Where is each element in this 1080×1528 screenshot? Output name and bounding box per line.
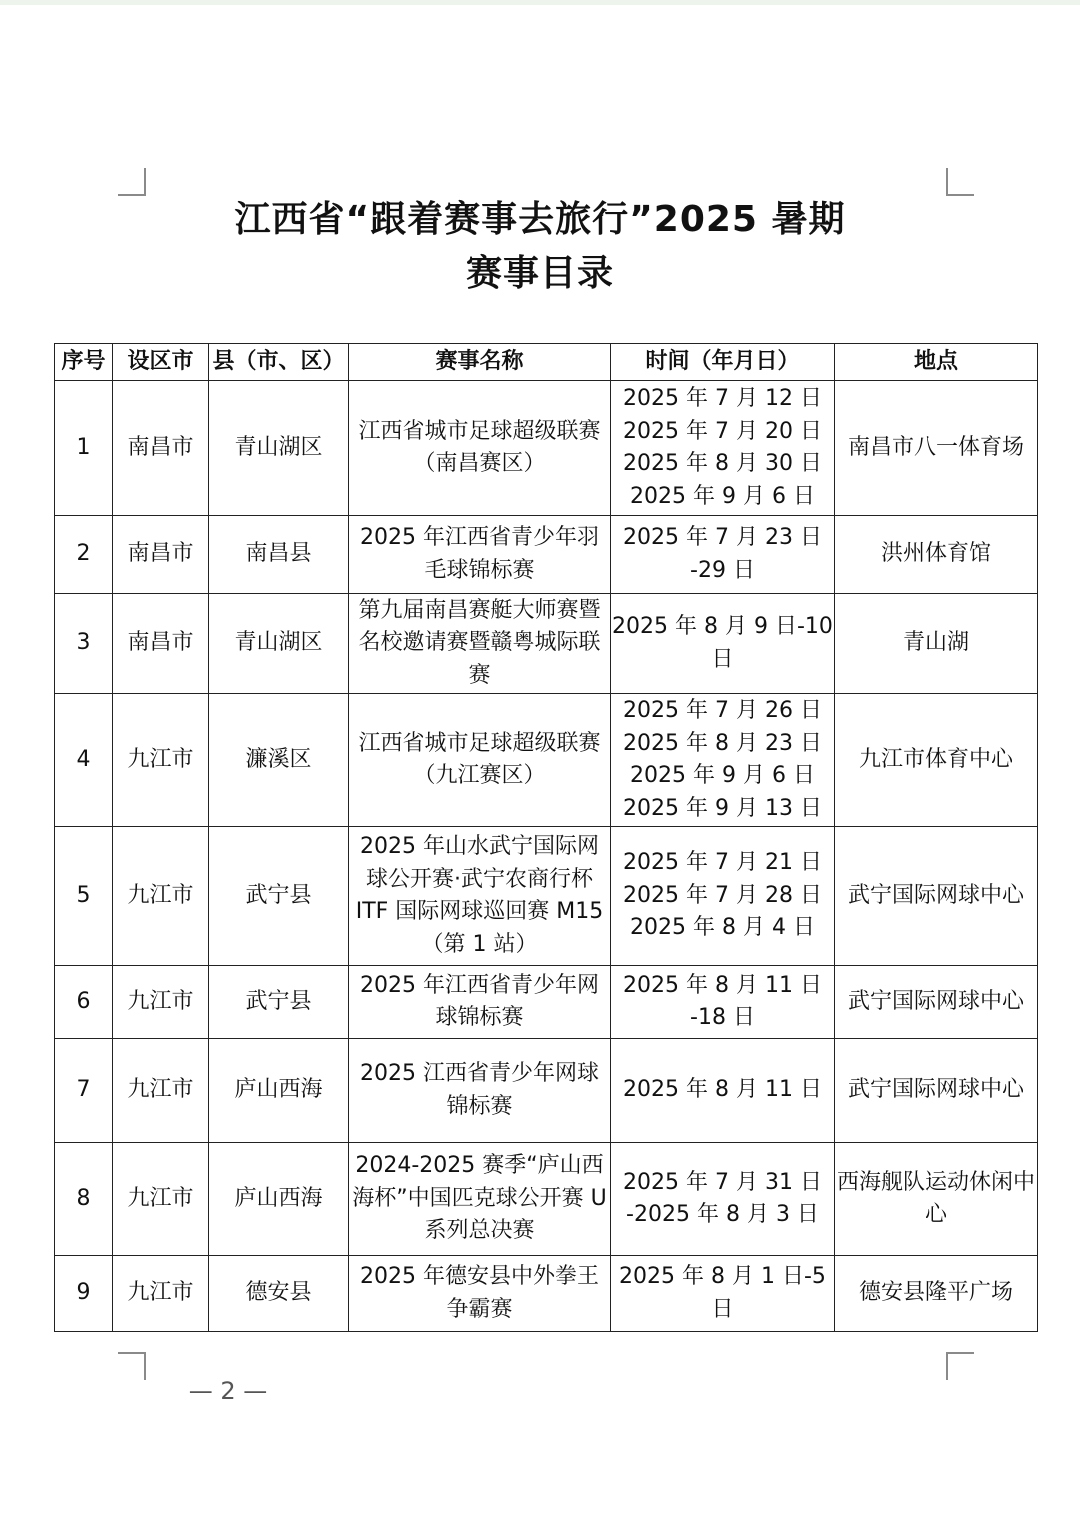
cell-place: 武宁国际网球中心 bbox=[835, 827, 1038, 966]
title-line-1: 江西省“跟着赛事去旅行”2025 暑期 bbox=[234, 199, 846, 240]
cell-event-name: 2025 年山水武宁国际网球公开赛·武宁农商行杯 ITF 国际网球巡回赛 M15（第 1 站） bbox=[349, 827, 611, 966]
cell-no: 7 bbox=[55, 1039, 113, 1143]
cell-county: 庐山西海 bbox=[209, 1143, 349, 1256]
cell-event-name: 2025 江西省青少年网球锦标赛 bbox=[349, 1039, 611, 1143]
cell-county: 武宁县 bbox=[209, 966, 349, 1039]
title-line-2: 赛事目录 bbox=[465, 253, 614, 294]
page-number: — 2 — bbox=[188, 1377, 268, 1405]
cell-city: 九江市 bbox=[113, 694, 209, 827]
cell-city: 九江市 bbox=[113, 827, 209, 966]
time-line: 2025 年 7 月 23 日 -29 日 bbox=[623, 525, 822, 583]
cell-county: 德安县 bbox=[209, 1256, 349, 1332]
cell-no: 8 bbox=[55, 1143, 113, 1256]
cell-place: 南昌市八一体育场 bbox=[835, 381, 1038, 516]
cell-city: 南昌市 bbox=[113, 381, 209, 516]
time-line: 2025 年 7 月 31 日 -2025 年 8 月 3 日 bbox=[623, 1169, 822, 1227]
cell-event-name: 江西省城市足球超级联赛（南昌赛区） bbox=[349, 381, 611, 516]
table-row bbox=[55, 516, 1038, 594]
cell-county: 青山湖区 bbox=[209, 594, 349, 694]
table-row bbox=[55, 966, 1038, 1039]
time-line: 2025 年 9 月 6 日 bbox=[630, 483, 815, 509]
cell-city: 九江市 bbox=[113, 1143, 209, 1256]
header-place: 地点 bbox=[835, 344, 1038, 381]
cell-event-name: 2024-2025 赛季“庐山西海杯”中国匹克球公开赛 U 系列总决赛 bbox=[349, 1143, 611, 1256]
cell-event-name: 第九届南昌赛艇大师赛暨名校邀请赛暨赣粤城际联赛 bbox=[349, 594, 611, 694]
header-city: 设区市 bbox=[113, 344, 209, 381]
cell-event-name: 2025 年江西省青少年网球锦标赛 bbox=[349, 966, 611, 1039]
cell-place: 西海舰队运动休闲中心 bbox=[835, 1143, 1038, 1256]
table-row bbox=[55, 1039, 1038, 1143]
cell-no: 1 bbox=[55, 381, 113, 516]
table-row bbox=[55, 594, 1038, 694]
time-line: 2025 年 7 月 20 日 bbox=[623, 418, 822, 444]
cell-place: 德安县隆平广场 bbox=[835, 1256, 1038, 1332]
cell-county: 武宁县 bbox=[209, 827, 349, 966]
time-line: 2025 年 9 月 13 日 bbox=[623, 795, 822, 821]
time-line: 2025 年 7 月 12 日 bbox=[623, 386, 822, 411]
event-catalog-table bbox=[54, 343, 1038, 1332]
crop-mark-bottom-left bbox=[118, 1352, 146, 1380]
crop-mark-top-left bbox=[118, 168, 146, 196]
time-line: 2025 年 8 月 23 日 bbox=[623, 730, 822, 756]
cell-county: 庐山西海 bbox=[209, 1039, 349, 1143]
cell-time bbox=[611, 966, 835, 1039]
cell-city: 九江市 bbox=[113, 1039, 209, 1143]
time-line: 2025 年 8 月 30 日 bbox=[623, 451, 822, 476]
table-row bbox=[55, 381, 1038, 516]
time-line: 2025 年 8 月 9 日-10 日 bbox=[612, 614, 833, 672]
cell-time bbox=[611, 381, 835, 516]
cell-place: 青山湖 bbox=[835, 594, 1038, 694]
time-line: 2025 年 7 月 28 日 bbox=[623, 882, 822, 908]
cell-time bbox=[611, 1039, 835, 1143]
table-row bbox=[55, 694, 1038, 827]
header-event-name: 赛事名称 bbox=[349, 344, 611, 381]
time-line: 2025 年 8 月 11 日 -18 日 bbox=[623, 972, 822, 1030]
time-line: 2025 年 9 月 6 日 bbox=[630, 763, 815, 788]
table-row bbox=[55, 1143, 1038, 1256]
cell-time bbox=[611, 827, 835, 966]
header-no: 序号 bbox=[55, 344, 113, 381]
cell-county: 南昌县 bbox=[209, 516, 349, 594]
table-row bbox=[55, 1256, 1038, 1332]
cell-no: 5 bbox=[55, 827, 113, 966]
table-row bbox=[55, 827, 1038, 966]
cell-no: 9 bbox=[55, 1256, 113, 1332]
cell-place: 武宁国际网球中心 bbox=[835, 1039, 1038, 1143]
crop-mark-top-right bbox=[946, 168, 974, 196]
cell-place: 洪州体育馆 bbox=[835, 516, 1038, 594]
top-status-strip bbox=[0, 0, 1080, 5]
cell-event-name: 2025 年德安县中外拳王争霸赛 bbox=[349, 1256, 611, 1332]
cell-county: 青山湖区 bbox=[209, 381, 349, 516]
cell-city: 南昌市 bbox=[113, 594, 209, 694]
time-line: 2025 年 8 月 11 日 bbox=[623, 1077, 822, 1103]
cell-event-name: 江西省城市足球超级联赛（九江赛区） bbox=[349, 694, 611, 827]
cell-place: 九江市体育中心 bbox=[835, 694, 1038, 827]
time-line: 2025 年 7 月 21 日 bbox=[623, 850, 822, 876]
cell-no: 6 bbox=[55, 966, 113, 1039]
cell-time bbox=[611, 1256, 835, 1332]
cell-city: 九江市 bbox=[113, 966, 209, 1039]
cell-no: 3 bbox=[55, 594, 113, 694]
time-line: 2025 年 8 月 4 日 bbox=[630, 915, 815, 941]
header-county: 县（市、区） bbox=[209, 344, 349, 381]
cell-event-name: 2025 年江西省青少年羽毛球锦标赛 bbox=[349, 516, 611, 594]
time-line: 2025 年 8 月 1 日-5 日 bbox=[619, 1264, 826, 1322]
table-header-row bbox=[55, 344, 1038, 381]
cell-city: 九江市 bbox=[113, 1256, 209, 1332]
cell-time bbox=[611, 694, 835, 827]
cell-county: 濂溪区 bbox=[209, 694, 349, 827]
cell-time bbox=[611, 1143, 835, 1256]
cell-time bbox=[611, 594, 835, 694]
cell-no: 4 bbox=[55, 694, 113, 827]
time-line: 2025 年 7 月 26 日 bbox=[623, 698, 822, 723]
header-time: 时间（年月日） bbox=[611, 344, 835, 381]
cell-no: 2 bbox=[55, 516, 113, 594]
cell-city: 南昌市 bbox=[113, 516, 209, 594]
cell-time bbox=[611, 516, 835, 594]
crop-mark-bottom-right bbox=[946, 1352, 974, 1380]
document-title bbox=[0, 193, 1080, 301]
cell-place: 武宁国际网球中心 bbox=[835, 966, 1038, 1039]
